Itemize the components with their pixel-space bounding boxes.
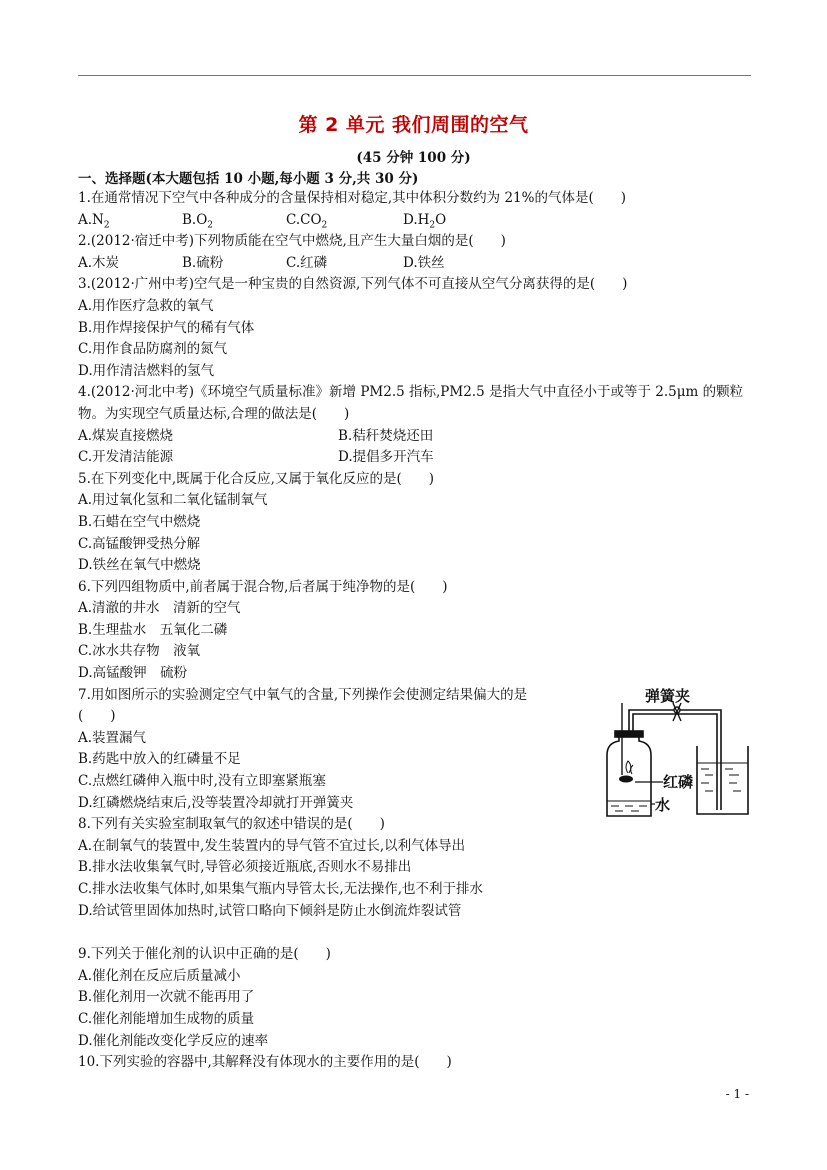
question-2	[78, 231, 758, 274]
question-1	[78, 188, 758, 231]
option-text: B.生理盐水 五氧化二磷	[78, 621, 228, 638]
figure-label-phosphorus: 红磷	[663, 773, 694, 791]
option-text: B.硫粉	[182, 254, 224, 271]
option-text: B.药匙中放入的红磷量不足	[78, 751, 241, 768]
option-text: A.装置漏气	[78, 729, 147, 746]
option	[338, 447, 598, 469]
beaker	[697, 746, 748, 814]
bottle-water	[607, 801, 651, 811]
option-text: D.铁丝	[403, 254, 445, 271]
option	[286, 253, 403, 275]
option	[78, 512, 758, 534]
option-text: D.用作清洁燃料的氢气	[78, 362, 215, 379]
experiment-figure	[593, 683, 753, 823]
option-text: D.给试管里固体加热时,试管口略向下倾斜是防止水倒流炸裂试管	[78, 902, 462, 919]
option-text: C.开发清洁能源	[78, 449, 174, 466]
gas-bottle	[607, 731, 651, 816]
header-rule	[78, 75, 751, 76]
connecting-tube	[629, 710, 721, 810]
section-heading: 一、选择题(本大题包括 10 小题,每小题 3 分,共 30 分)	[78, 171, 419, 187]
option	[78, 836, 758, 858]
option-text: A.催化剂在反应后质量减小	[78, 967, 241, 984]
option-text: A.清澈的井水 清新的空气	[78, 600, 241, 617]
option-text: B.排水法收集氧气时,导管必须接近瓶底,否则水不易排出	[78, 859, 412, 876]
option	[182, 253, 286, 275]
option-row	[78, 426, 758, 448]
option	[182, 210, 286, 232]
question-6	[78, 577, 758, 685]
question-stem: 6.下列四组物质中,前者属于混合物,后者属于纯净物的是( )	[78, 578, 448, 595]
page-subtitle: (45 分钟 100 分)	[356, 150, 471, 166]
option	[78, 663, 758, 685]
question-8	[78, 814, 758, 922]
question-stem: 9.下列关于催化剂的认识中正确的是( )	[78, 946, 331, 963]
option	[78, 447, 338, 469]
option	[78, 620, 758, 642]
option-text: D.催化剂能改变化学反应的速率	[78, 1032, 269, 1049]
option	[286, 210, 403, 232]
question-stem: 10.下列实验的容器中,其解释没有体现水的主要作用的是( )	[78, 1054, 452, 1071]
option	[338, 426, 598, 448]
option	[78, 987, 758, 1009]
option-text: C.冰水共存物 液氧	[78, 643, 201, 660]
option-row	[78, 447, 758, 469]
question-10	[78, 1052, 758, 1074]
option	[78, 490, 758, 512]
option-row	[78, 210, 758, 232]
question-stem-cont: ( )	[78, 708, 116, 725]
question-stem: 5.在下列变化中,既属于化合反应,又属于氧化反应的是( )	[78, 470, 434, 487]
option-text: D.提倡多开汽车	[338, 449, 434, 466]
option-text: A.煤炭直接燃烧	[78, 427, 174, 444]
option	[78, 296, 758, 318]
option	[78, 857, 758, 879]
option-subscript: 2	[321, 220, 328, 231]
spring-clamp-icon	[673, 703, 681, 721]
option-text: A.用过氧化氢和二氧化锰制氧气	[78, 492, 268, 509]
question-stem: 2.(2012·宿迁中考)下列物质能在空气中燃烧,且产生大量白烟的是( )	[78, 233, 506, 250]
option	[78, 426, 338, 448]
option-text: A.N	[78, 211, 104, 228]
option-text: A.用作医疗急救的氧气	[78, 297, 214, 314]
option-text: A.在制氧气的装置中,发生装置内的导气管不宜过长,以利气体导出	[78, 837, 466, 854]
option	[403, 253, 507, 275]
option-text: A.木炭	[78, 254, 120, 271]
option	[78, 318, 758, 340]
figure-label-clamp: 弹簧夹	[645, 687, 691, 705]
question-stem: 3.(2012·广州中考)空气是一种宝贵的自然资源,下列气体不可直接从空气分离获得的是( )	[78, 276, 628, 293]
option-text: C.红磷	[286, 254, 328, 271]
question-5	[78, 469, 758, 577]
option-subscript: 2	[103, 220, 110, 231]
page-title: 第 2 单元 我们周围的空气	[298, 114, 529, 136]
option-text: C.排水法收集气体时,如果集气瓶内导管太长,无法操作,也不利于排水	[78, 881, 484, 897]
figure-label-water: 水	[655, 796, 671, 814]
question-list	[78, 188, 758, 1074]
option-text: B.催化剂用一次就不能再用了	[78, 989, 255, 1006]
option	[78, 641, 758, 663]
option-text: D.铁丝在氧气中燃烧	[78, 557, 201, 574]
option	[78, 339, 758, 361]
option-text: B.石蜡在空气中燃烧	[78, 513, 201, 530]
question-stem: 1.在通常情况下空气中各种成分的含量保持相对稳定,其中体积分数约为 21%的气体是( )	[78, 190, 627, 206]
question-stem: 4.(2012·河北中考)《环境空气质量标准》新增 PM2.5 指标,PM2.5 是指大气中直径小于或等于 2.5μm 的颗粒物。为实现空气质量达标,合理的做法是( )	[78, 384, 744, 422]
option-text: D.高锰酸钾 硫粉	[78, 665, 188, 682]
option-text: C.催化剂能增加生成物的质量	[78, 1010, 255, 1027]
page-number: - 1 -	[725, 1087, 749, 1101]
option-text: C.CO	[286, 211, 322, 228]
option	[78, 1009, 758, 1031]
option	[78, 1031, 758, 1053]
option-text: B.O	[182, 211, 208, 228]
option-subscript: 2	[207, 220, 214, 231]
question-9	[78, 944, 758, 1052]
option-row	[78, 253, 758, 275]
option	[78, 901, 758, 923]
option	[78, 534, 758, 556]
spacer	[78, 922, 758, 944]
question-stem: 7.用如图所示的实验测定空气中氧气的含量,下列操作会使测定结果偏大的是	[78, 686, 528, 703]
question-stem: 8.下列有关实验室制取氧气的叙述中错误的是( )	[78, 816, 385, 833]
option-text-post: O	[435, 211, 447, 228]
option	[78, 966, 758, 988]
option-text: C.高锰酸钾受热分解	[78, 535, 201, 552]
option	[78, 253, 182, 275]
option-text: C.用作食品防腐剂的氮气	[78, 341, 228, 358]
question-4	[78, 382, 758, 468]
option	[78, 879, 758, 901]
option-text: B.用作焊接保护气的稀有气体	[78, 319, 255, 336]
question-3	[78, 274, 758, 382]
option	[78, 598, 758, 620]
option-text: B.秸秆焚烧还田	[338, 427, 434, 444]
option-subscript: 2	[429, 220, 436, 231]
option-text: D.H	[403, 211, 430, 228]
option-text: D.红磷燃烧结束后,没等装置冷却就打开弹簧夹	[78, 794, 354, 811]
option	[78, 210, 182, 232]
burning-phosphorus-icon	[619, 761, 633, 783]
option	[78, 555, 758, 577]
option	[78, 361, 758, 383]
option	[403, 210, 507, 232]
option-text: C.点燃红磷伸入瓶中时,没有立即塞紧瓶塞	[78, 773, 326, 790]
